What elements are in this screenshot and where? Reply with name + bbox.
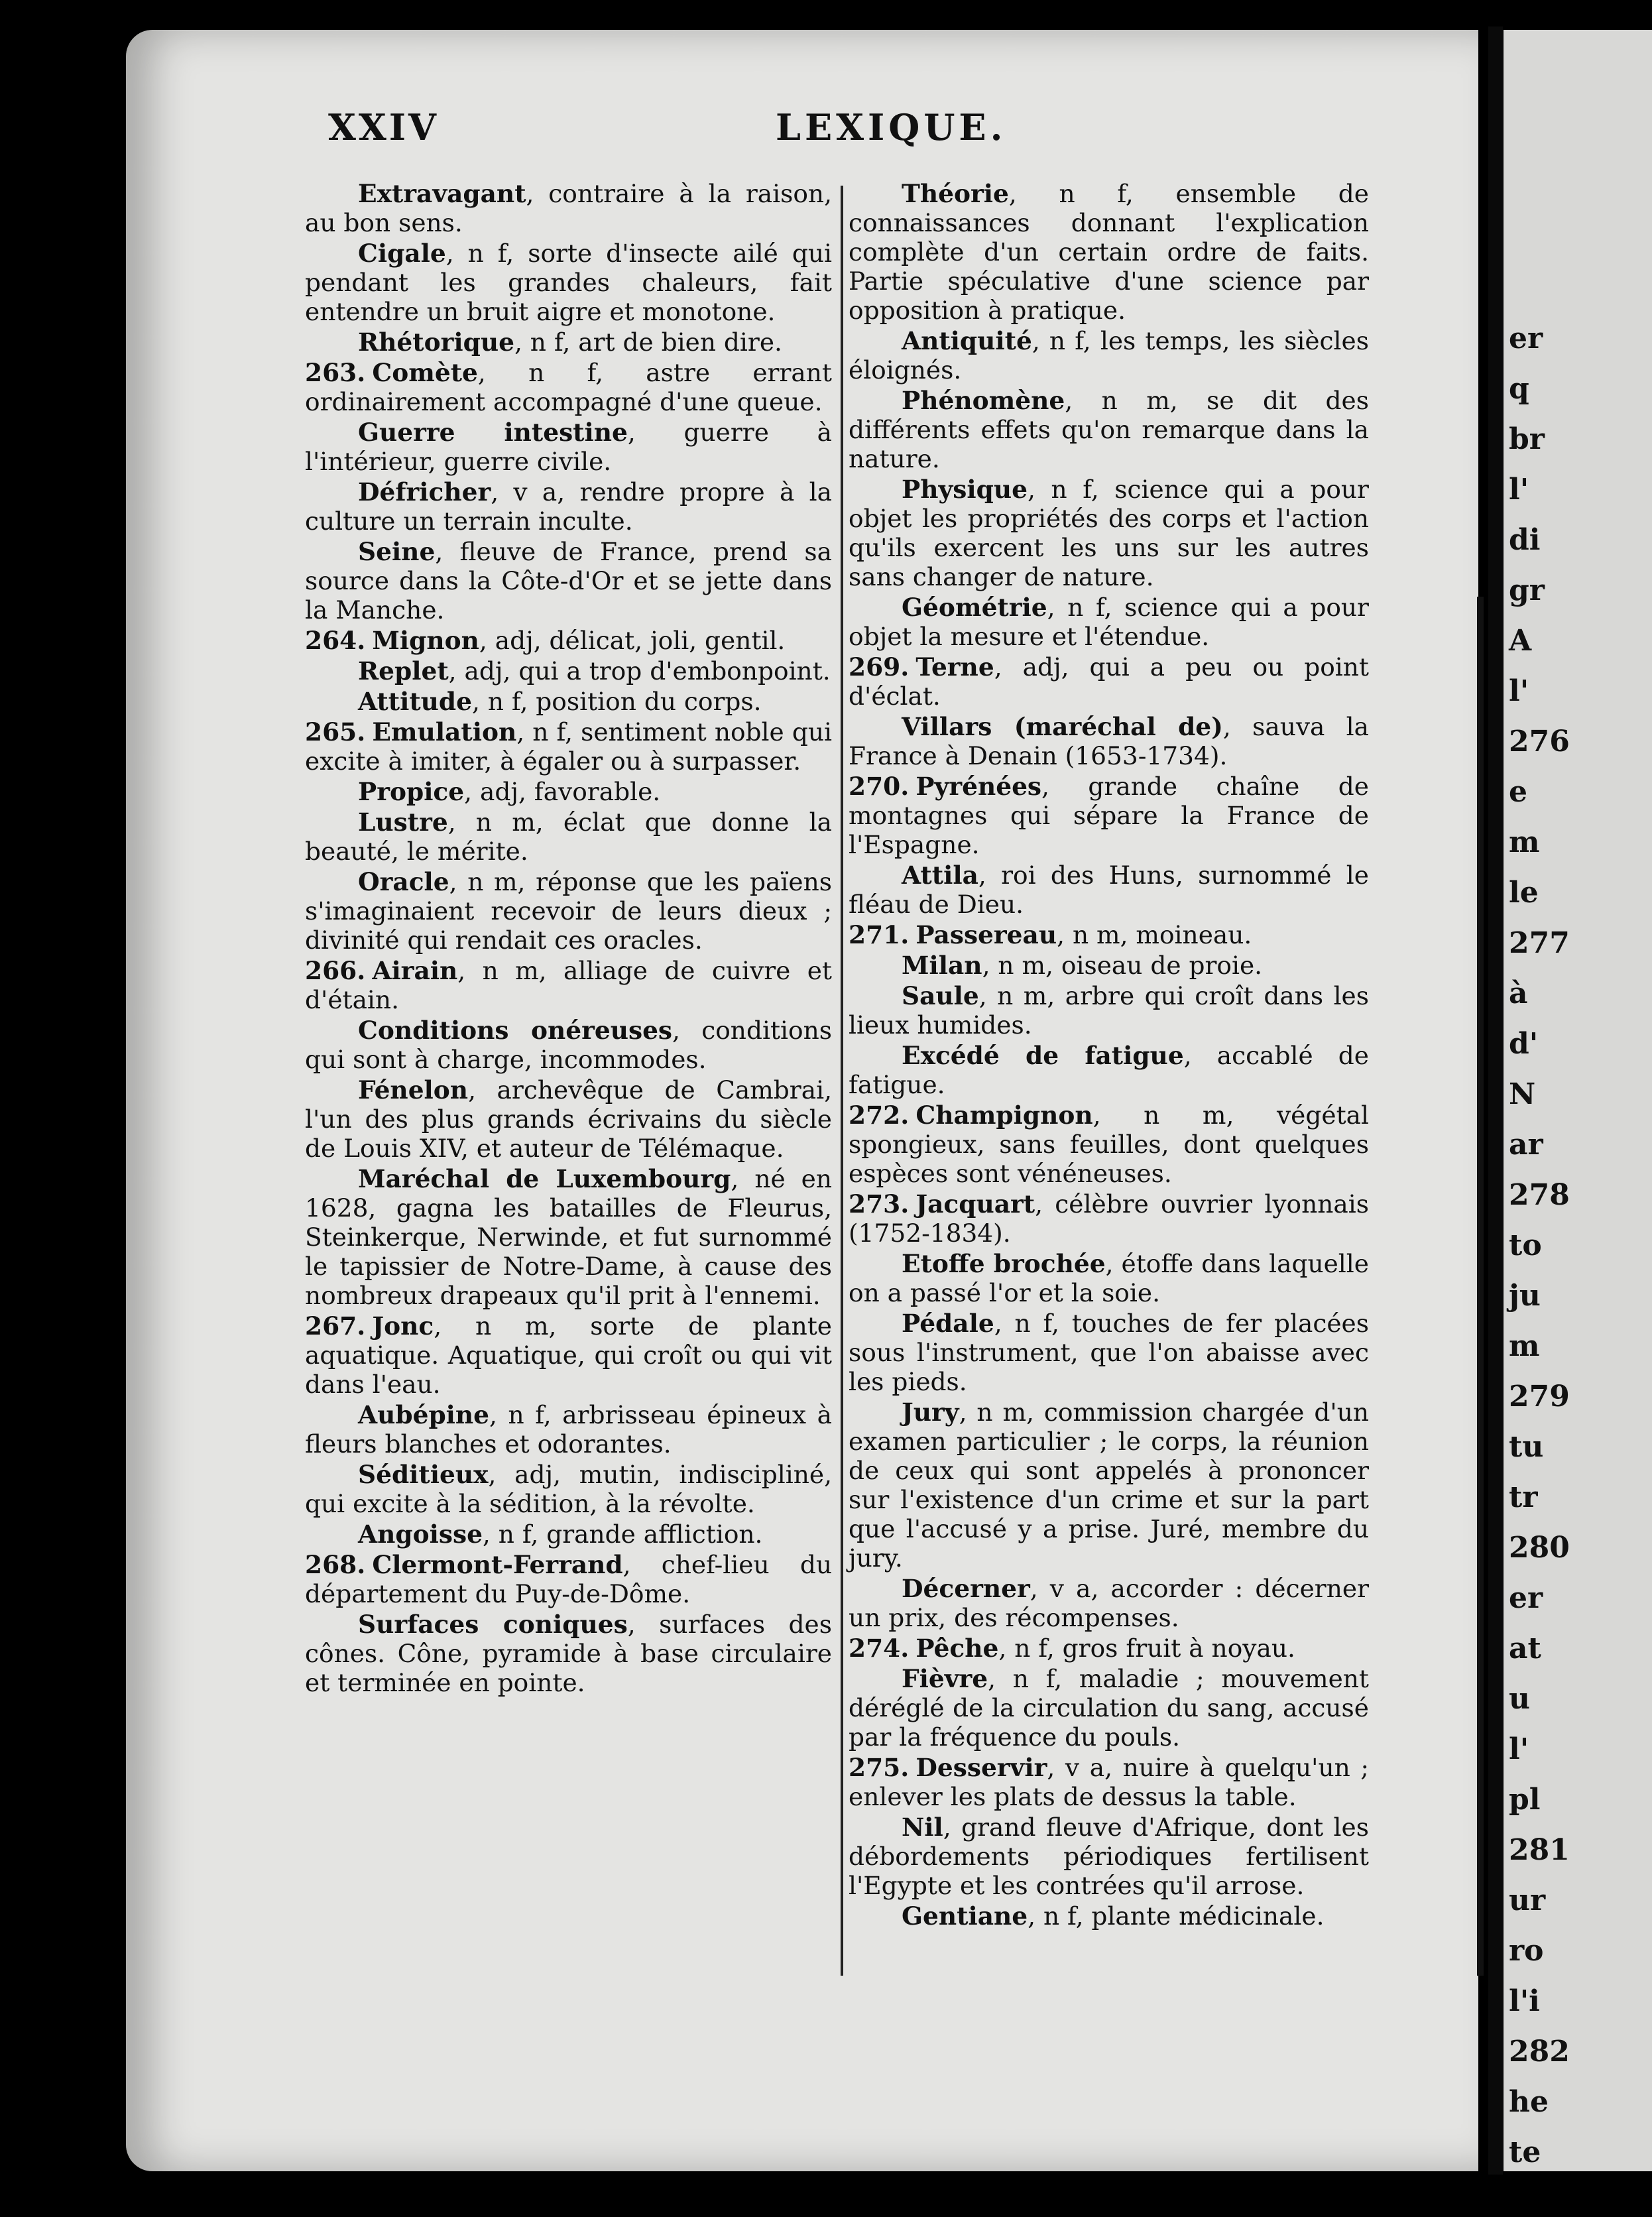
entry-headword: Clermont-Ferrand [372, 1550, 623, 1579]
entry-definition: , n m, oiseau de proie. [982, 951, 1263, 980]
entry-definition: , étoffe dans laquelle on a passé l'or et la soie. [849, 1249, 1369, 1307]
entry-headword: Seine [358, 537, 436, 566]
entry-definition: , n m, commission chargée d'un examen particulier ; le corps, la réunion de ceux qui sont appelés à prononcer sur l'existence d'un crime et sur la part que l'accusé y a prise. Juré, membre du jury. [849, 1398, 1369, 1573]
lexicon-entry [849, 475, 1369, 591]
entry-definition: , n f, art de bien dire. [514, 328, 782, 357]
lexicon-entry [305, 1610, 832, 1697]
entry-headword: Fièvre [902, 1664, 988, 1693]
facing-page-text: 280 [1509, 1531, 1570, 1565]
entry-headword: Conditions onéreuses [358, 1016, 673, 1045]
entry-definition: , n m, éclat que donne la beauté, le mérite. [305, 808, 832, 866]
entry-definition: , n f, les temps, les siècles éloignés. [849, 326, 1369, 385]
lexicon-entry [305, 717, 832, 776]
lexicon-entry [305, 537, 832, 625]
entry-definition: , n m, réponse que les païens s'imaginaient recevoir de leurs dieux ; divinité qui rendait ces oracles. [305, 867, 832, 955]
gutter-line [1477, 597, 1484, 1976]
entry-headword: Antiquité [902, 326, 1032, 355]
facing-page-fragment [1504, 30, 1652, 2171]
entry-headword: Comète [372, 358, 478, 387]
entry-headword: Excédé de fatigue [902, 1041, 1184, 1070]
lexicon-entry [305, 1311, 832, 1399]
facing-page-text: tr [1509, 1480, 1538, 1514]
facing-page-text: l' [1509, 473, 1529, 507]
entry-definition: , n f, maladie ; mouvement déréglé de la circulation du sang, accusé par la fréquence du pouls. [849, 1664, 1369, 1752]
entry-definition: , n m, arbre qui croît dans les lieux humides. [849, 981, 1369, 1040]
lexicon-entry [305, 777, 832, 806]
lexicon-entry [305, 956, 832, 1014]
entry-headword: Défricher [358, 477, 491, 507]
lexicon-entry [849, 1309, 1369, 1396]
entry-definition: , adj, qui a trop d'embonpoint. [448, 656, 831, 686]
facing-page-text: gr [1509, 573, 1545, 607]
entry-number: 274. [849, 1634, 910, 1663]
lexicon-entry [305, 239, 832, 326]
facing-page-text: ur [1509, 1884, 1546, 1917]
facing-page-text: l' [1509, 1732, 1529, 1766]
facing-page-text: ju [1509, 1279, 1541, 1313]
entry-number: 270. [849, 772, 910, 801]
entry-headword: Géométrie [902, 593, 1047, 622]
lexicon-entry [849, 861, 1369, 919]
entry-definition: , n f, arbrisseau épineux à fleurs blanches et odorantes. [305, 1400, 832, 1459]
entry-headword: Cigale [358, 239, 446, 268]
entry-definition: , n f, touches de fer placées sous l'instrument, que l'on abaisse avec les pieds. [849, 1309, 1369, 1396]
lexicon-entry [305, 1400, 832, 1459]
entry-definition: , n m, se dit des différents effets qu'on remarque dans la nature. [849, 386, 1369, 473]
lexicon-entry [849, 981, 1369, 1040]
entry-definition: , célèbre ouvrier lyonnais (1752-1834). [849, 1189, 1369, 1248]
entry-headword: Théorie [902, 179, 1009, 208]
facing-page-text: pl [1509, 1783, 1541, 1817]
entry-headword: Séditieux [358, 1460, 489, 1489]
facing-page-text: te [1509, 2135, 1541, 2169]
column-divider [841, 186, 843, 1976]
entry-definition: , adj, favorable. [464, 777, 661, 806]
entry-number: 271. [849, 920, 910, 949]
facing-page-text: at [1509, 1632, 1541, 1665]
facing-page-text: tu [1509, 1430, 1544, 1464]
entry-headword: Gentiane [902, 1901, 1028, 1931]
entry-number: 275. [849, 1753, 910, 1782]
entry-definition: , v a, rendre propre à la culture un terrain inculte. [305, 477, 832, 536]
lexicon-entry [305, 1460, 832, 1518]
entry-definition: , adj, délicat, joli, gentil. [479, 626, 786, 655]
entry-headword: Jonc [372, 1311, 434, 1341]
lexicon-entry [305, 687, 832, 716]
lexicon-entry [305, 808, 832, 866]
entry-headword: Milan [902, 951, 982, 980]
lexicon-entry [849, 1664, 1369, 1752]
entry-headword: Emulation [372, 717, 517, 747]
entry-number: 266. [305, 956, 366, 985]
entry-definition: , n f, astre errant ordinairement accompagné d'une queue. [305, 358, 832, 416]
facing-page-text: 278 [1509, 1178, 1570, 1212]
entry-definition: , n m, végétal spongieux, sans feuilles, dont quelques espèces sont vénéneuses. [849, 1101, 1369, 1188]
lexicon-entry [849, 1189, 1369, 1248]
lexicon-entry [849, 652, 1369, 711]
entry-headword: Terne [915, 652, 994, 682]
facing-page-text: 276 [1509, 725, 1570, 758]
entry-headword: Villars (maréchal de) [902, 712, 1223, 741]
entry-headword: Desservir [915, 1753, 1047, 1782]
entry-definition: , n f, grande affliction. [482, 1520, 763, 1549]
entry-headword: Attila [902, 861, 978, 890]
entry-headword: Saule [902, 981, 979, 1010]
entry-definition: , né en 1628, gagna les batailles de Fleurus, Steinkerque, Nerwinde, et fut surnommé le tapissier de Notre-Dame, à cause des nombreux drapeaux qu'il prit à l'ennemi. [305, 1164, 832, 1310]
book-spine [1488, 27, 1503, 2175]
lexicon-entry [849, 1753, 1369, 1811]
facing-page-text: 279 [1509, 1380, 1570, 1413]
right-column [849, 179, 1369, 1932]
entry-number: 268. [305, 1550, 366, 1579]
entry-headword: Maréchal de Luxembourg [358, 1164, 731, 1193]
entry-headword: Mignon [372, 626, 479, 655]
entry-definition: , n f, science qui a pour objet la mesure et l'étendue. [849, 593, 1369, 651]
lexicon-entry [849, 1634, 1369, 1663]
lexicon-entry [305, 1164, 832, 1310]
entry-headword: Aubépine [358, 1400, 490, 1429]
entry-definition: , archevêque de Cambrai, l'un des plus grands écrivains du siècle de Louis XIV, et auteur de Télémaque. [305, 1075, 832, 1163]
facing-page-text: er [1509, 1581, 1543, 1615]
facing-page-text: m [1509, 1329, 1540, 1363]
entry-headword: Pyrénées [915, 772, 1042, 801]
lexicon-entry [849, 386, 1369, 473]
page-number: XXIV [328, 106, 439, 149]
lexicon-entry [849, 951, 1369, 980]
entry-definition: , contraire à la raison, au bon sens. [305, 179, 832, 237]
entry-headword: Pêche [915, 1634, 999, 1663]
entry-number: 264. [305, 626, 366, 655]
entry-definition: , fleuve de France, prend sa source dans la Côte-d'Or et se jette dans la Manche. [305, 537, 832, 625]
lexicon-entry [849, 1901, 1369, 1931]
entry-headword: Replet [358, 656, 449, 686]
entry-definition: , adj, qui a peu ou point d'éclat. [849, 652, 1369, 711]
entry-headword: Guerre intestine [358, 418, 628, 447]
entry-headword: Décerner [902, 1574, 1030, 1603]
entry-headword: Fénelon [358, 1075, 469, 1105]
facing-page-text: q [1509, 372, 1529, 406]
entry-number: 263. [305, 358, 366, 387]
entry-number: 267. [305, 1311, 366, 1341]
lexicon-entry [849, 1249, 1369, 1307]
entry-definition: , surfaces des cônes. Cône, pyramide à base circulaire et terminée en pointe. [305, 1610, 832, 1697]
facing-page-text: ro [1509, 1934, 1544, 1968]
entry-headword: Champignon [915, 1101, 1093, 1130]
lexicon-entry [305, 1016, 832, 1074]
entry-definition: , sauva la France à Denain (1653-1734). [849, 712, 1369, 770]
lexicon-entry [849, 712, 1369, 770]
entry-definition: , chef-lieu du département du Puy-de-Dôme. [305, 1550, 832, 1608]
lexicon-entry [305, 1520, 832, 1549]
entry-definition: , v a, accorder : décerner un prix, des récompenses. [849, 1574, 1369, 1632]
entry-definition: , adj, mutin, indiscipliné, qui excite à la sédition, à la révolte. [305, 1460, 832, 1518]
lexicon-entry [849, 1398, 1369, 1573]
entry-definition: , n m, sorte de plante aquatique. Aquatique, qui croît ou qui vit dans l'eau. [305, 1311, 832, 1399]
entry-definition: , roi des Huns, surnommé le fléau de Dieu. [849, 861, 1369, 919]
facing-page-text: 277 [1509, 926, 1570, 960]
facing-page-text: he [1509, 2085, 1549, 2119]
entry-definition: , n m, alliage de cuivre et d'étain. [305, 956, 832, 1014]
facing-page-text: ar [1509, 1128, 1543, 1162]
entry-headword: Phénomène [902, 386, 1065, 415]
facing-page-text: di [1509, 523, 1541, 557]
facing-page-text: l'i [1509, 1984, 1540, 2018]
entry-definition: , v a, nuire à quelqu'un ; enlever les plats de dessus la table. [849, 1753, 1369, 1811]
entry-definition: , grand fleuve d'Afrique, dont les débordements périodiques fertilisent l'Egypte et les contrées qu'il arrose. [849, 1813, 1369, 1900]
facing-page-text: 281 [1509, 1833, 1570, 1867]
lexicon-entry [849, 1813, 1369, 1900]
entry-headword: Oracle [358, 867, 449, 896]
entry-definition: , n f, science qui a pour objet les propriétés des corps et l'action qu'ils exercent les uns sur les autres sans changer de nature. [849, 475, 1369, 591]
lexicon-entry [849, 179, 1369, 325]
facing-page-text: to [1509, 1228, 1542, 1262]
entry-number: 265. [305, 717, 366, 747]
entry-definition: , n f, position du corps. [472, 687, 762, 716]
entry-headword: Passereau [915, 920, 1057, 949]
facing-page-text: d' [1509, 1027, 1539, 1061]
entry-headword: Etoffe brochée [902, 1249, 1106, 1278]
lexicon-entry [305, 477, 832, 536]
entry-definition: , n f, gros fruit à noyau. [998, 1634, 1295, 1663]
lexicon-entry [849, 326, 1369, 385]
lexicon-entry [305, 867, 832, 955]
lexicon-entry [849, 772, 1369, 859]
entry-definition: , guerre à l'intérieur, guerre civile. [305, 418, 832, 476]
entry-headword: Physique [902, 475, 1028, 504]
facing-page-text: 282 [1509, 2035, 1570, 2068]
entry-definition: , conditions qui sont à charge, incommodes. [305, 1016, 832, 1074]
page-title: LEXIQUE. [776, 106, 1007, 149]
entry-definition: , n f, plante médicinale. [1028, 1901, 1325, 1931]
entry-definition: , grande chaîne de montagnes qui sépare la France de l'Espagne. [849, 772, 1369, 859]
entry-headword: Nil [902, 1813, 943, 1842]
facing-page-text: u [1509, 1682, 1530, 1716]
facing-page-text: l' [1509, 674, 1529, 708]
lexicon-entry [305, 1075, 832, 1163]
facing-page-text: A [1509, 624, 1532, 658]
facing-page-text: br [1509, 422, 1545, 456]
lexicon-entry [849, 920, 1369, 949]
lexicon-entry [305, 1550, 832, 1608]
entry-headword: Jury [902, 1398, 959, 1427]
entry-definition: , n f, sorte d'insecte ailé qui pendant les grandes chaleurs, fait entendre un bruit aigre et monotone. [305, 239, 832, 326]
entry-headword: Extravagant [358, 179, 526, 208]
lexicon-entry [849, 593, 1369, 651]
entry-headword: Angoisse [358, 1520, 483, 1549]
lexicon-entry [849, 1574, 1369, 1632]
facing-page-text: N [1509, 1077, 1536, 1111]
lexicon-entry [305, 418, 832, 476]
lexicon-entry [305, 358, 832, 416]
entry-definition: , accablé de fatigue. [849, 1041, 1369, 1099]
lexicon-entry [305, 328, 832, 357]
lexicon-entry [305, 656, 832, 686]
entry-number: 272. [849, 1101, 910, 1130]
lexicon-entry [305, 179, 832, 237]
entry-headword: Airain [372, 956, 458, 985]
facing-page-text: er [1509, 322, 1543, 355]
entry-number: 273. [849, 1189, 910, 1219]
entry-headword: Attitude [358, 687, 472, 716]
entry-headword: Pédale [902, 1309, 994, 1338]
facing-page-text: m [1509, 825, 1540, 859]
entry-headword: Surfaces coniques [358, 1610, 628, 1639]
entry-headword: Rhétorique [358, 328, 514, 357]
entry-number: 269. [849, 652, 910, 682]
entry-headword: Propice [358, 777, 465, 806]
facing-page-text: le [1509, 876, 1539, 910]
lexicon-entry [849, 1101, 1369, 1188]
facing-page-text: e [1509, 775, 1527, 809]
entry-headword: Jacquart [915, 1189, 1035, 1219]
entry-definition: , n f, sentiment noble qui excite à imiter, à égaler ou à surpasser. [305, 717, 832, 776]
lexicon-entry [849, 1041, 1369, 1099]
entry-definition: , n m, moineau. [1057, 920, 1252, 949]
lexicon-entry [305, 626, 832, 655]
entry-definition: , n f, ensemble de connaissances donnant l'explication complète d'un certain ordre de faits. Partie spéculative d'une science par opposition à pratique. [849, 179, 1369, 325]
facing-page-text: à [1509, 977, 1528, 1010]
entry-headword: Lustre [358, 808, 448, 837]
left-column [305, 179, 832, 1699]
